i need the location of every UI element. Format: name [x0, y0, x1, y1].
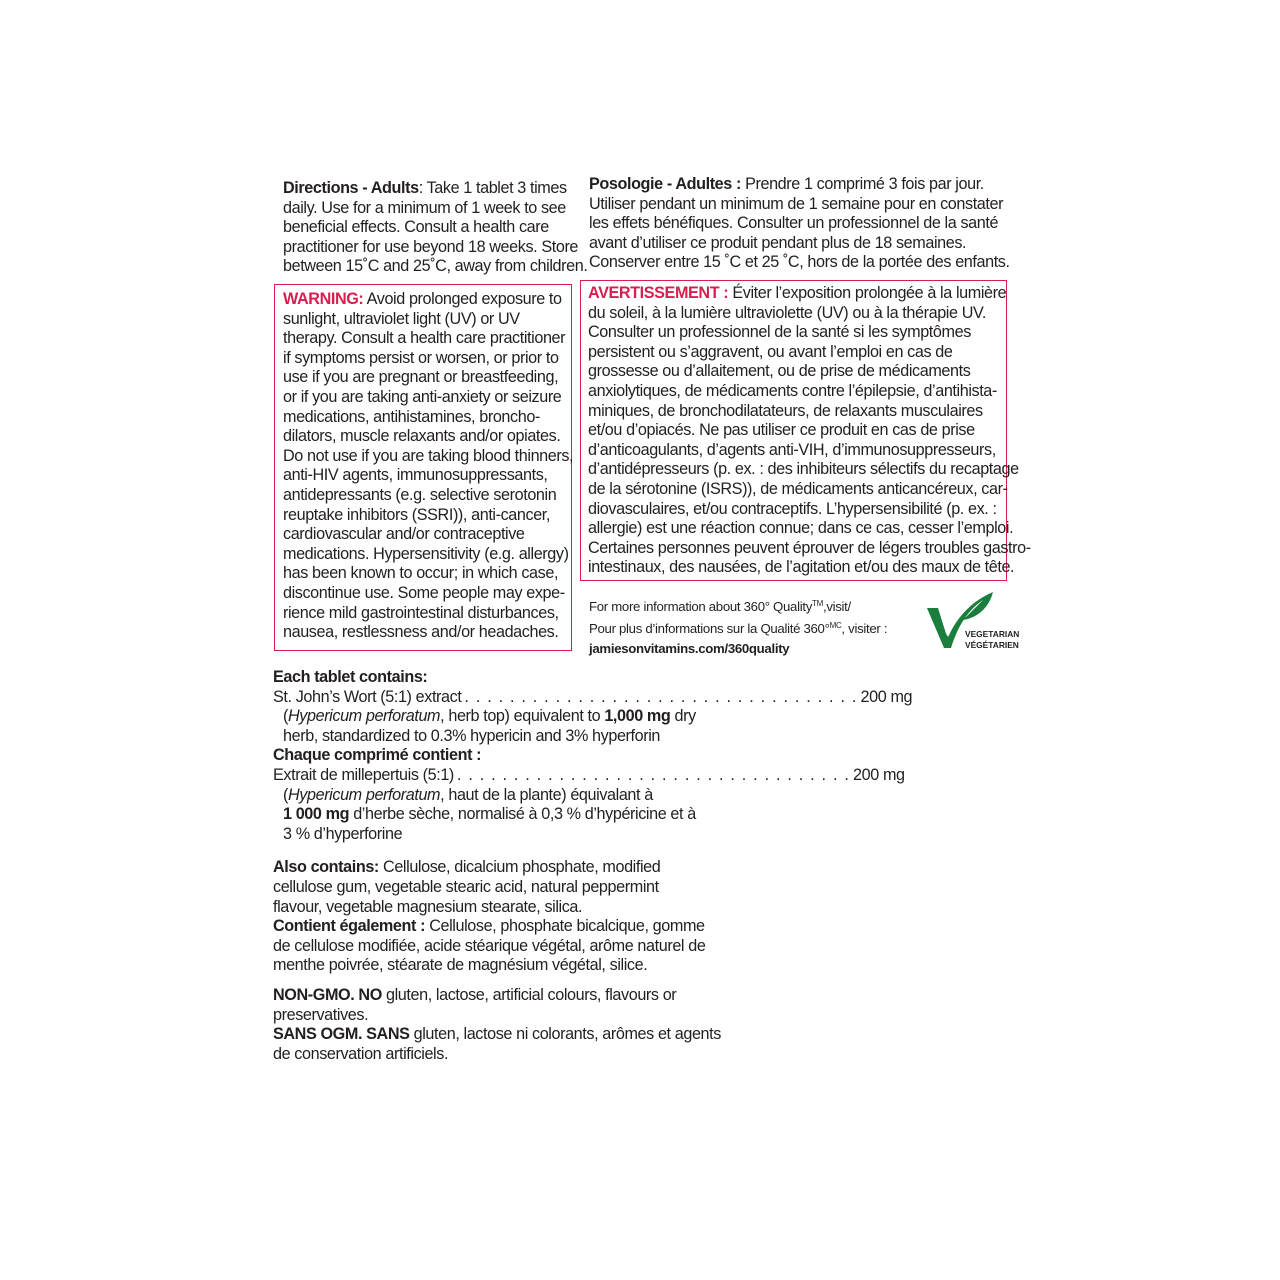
fr-detail-open: (: [283, 785, 288, 804]
non-gmo-line: gluten, lactose, artificial colours, flavours or: [381, 985, 677, 1004]
warning-en-line: therapy. Consult a health care practitioner: [283, 329, 566, 348]
warning-fr-line: Certaines personnes peuvent éprouver de légers troubles gastro-: [588, 538, 1031, 557]
warning-fr-line: intestinaux, des nausées, de l’agitation et/ou des maux de tête.: [588, 558, 1015, 577]
more-info-line2: Pour plus d’informations sur la Qualité 360°: [589, 621, 830, 637]
warning-en-line: if symptoms persist or worsen, or prior to: [283, 348, 559, 367]
en-detail-line2: herb, standardized to 0.3% hypericin and 3% hyperforin: [283, 726, 661, 745]
ingredient-row-en: [273, 687, 913, 708]
directions-en-line: practitioner for use beyond 18 weeks. Store: [283, 237, 579, 256]
dot-leader: . . . . . . . . . . . . . . . . . . . . . . . . . . . . . . . . . . .: [464, 687, 858, 706]
dot-leader: . . . . . . . . . . . . . . . . . . . . . . . . . . . . . . . . . . .: [456, 765, 851, 784]
warning-en-line: discontinue use. Some people may expe-: [283, 583, 565, 602]
trademark-mark-fr: MC: [829, 621, 842, 631]
directions-en-heading: Directions - Adults: [283, 179, 419, 197]
non-gmo-heading: NON-GMO. NO: [273, 985, 382, 1004]
warning-fr-line: persistent ou s’aggravent, ou avant l’emploi en cas de: [588, 342, 953, 361]
warning-fr-line: et/ou d’opiacés. Ne pas utiliser ce produit en cas de prise: [588, 421, 975, 440]
warning-en-line: dilators, muscle relaxants and/or opiates.: [283, 427, 561, 446]
quality-url-link[interactable]: jamiesonvitamins.com/360quality: [589, 640, 790, 656]
latin-name-fr: Hypericum perforatum: [288, 785, 441, 804]
directions-fr-line: Conserver entre 15 ˚C et 25 ˚C, hors de la portée des enfants.: [589, 253, 1010, 272]
directions-fr-line: les effets bénéfiques. Consulter un professionnel de la santé: [589, 214, 999, 233]
warning-en-line: antidepressants (e.g. selective serotonin: [283, 485, 557, 504]
more-info-line2-end: , visiter :: [841, 621, 888, 637]
sans-ogm-line: de conservation artificiels.: [273, 1044, 449, 1063]
warning-fr-line: du soleil, à la lumière ultraviolette (UV) ou à la thérapie UV.: [588, 303, 986, 322]
warning-en-line: cardiovascular and/or contraceptive: [283, 525, 525, 544]
each-tablet-heading: Each tablet contains:: [273, 668, 428, 686]
warning-fr-line: grossesse ou d’allaitement, ou de prise de médicaments: [588, 362, 971, 381]
warning-en-line: rience mild gastrointestinal disturbances,: [283, 603, 559, 622]
quality-info: [589, 594, 929, 658]
also-contains-line: Cellulose, dicalcium phosphate, modified: [378, 858, 661, 877]
warning-fr-line: d’anticoagulants, d’agents anti-VIH, d’immunosuppresseurs,: [588, 440, 996, 459]
directions-en-line: between 15˚C and 25˚C, away from children.: [283, 257, 588, 276]
warning-en-heading: WARNING:: [283, 290, 364, 308]
en-detail-end: dry: [670, 707, 696, 726]
warning-fr-line: anxiolytiques, de médicaments contre l’épilepsie, d’antihista-: [588, 381, 997, 400]
equivalent-amount-en: 1,000 mg: [604, 707, 671, 726]
sans-ogm-line: gluten, lactose ni colorants, arômes et agents: [409, 1025, 721, 1044]
directions-fr-line: Prendre 1 comprimé 3 fois par jour.: [740, 175, 984, 193]
vegetarian-badge: [925, 590, 1020, 652]
warning-en-line: has been known to occur; in which case,: [283, 564, 559, 583]
also-contains-line: flavour, vegetable magnesium stearate, silica.: [273, 897, 583, 916]
more-info-line1: For more information about 360° Quality: [589, 599, 813, 614]
warning-fr-line: Consulter un professionnel de la santé si les symptômes: [588, 323, 971, 342]
en-detail-mid: , herb top) equivalent to: [440, 707, 605, 726]
latin-name-en: Hypericum perforatum: [288, 707, 441, 726]
directions-fr-line: Utiliser pendant un minimum de 1 semaine pour en constater: [589, 194, 1004, 213]
warning-fr-line: Éviter l’exposition prolongée à la lumière: [728, 284, 1007, 302]
veg-label-fr: VÉGÉTARIEN: [965, 640, 1019, 650]
spacer: [273, 844, 733, 858]
directions-fr-heading: Posologie - Adultes :: [589, 175, 741, 193]
warning-fr-heading: AVERTISSEMENT :: [588, 284, 729, 302]
warning-en-line: anti-HIV agents, immunosuppressants,: [283, 466, 548, 485]
directions-en-line: beneficial effects. Consult a health care: [283, 218, 549, 237]
chaque-comprime-heading: Chaque comprimé contient :: [273, 746, 482, 765]
ingredient-name-fr: Extrait de millepertuis (5:1): [273, 765, 454, 784]
warning-en-line: or if you are taking anti-anxiety or seizure: [283, 387, 562, 406]
equivalent-amount-fr: 1 000 mg: [283, 805, 350, 824]
spacer: [273, 976, 733, 986]
warning-en-line: Do not use if you are taking blood thinners,: [283, 446, 574, 465]
warning-french: [588, 284, 1031, 578]
more-info-line1-end: ,visit/: [822, 599, 851, 614]
warning-fr-line: d’antidépresseurs (p. ex. : des inhibiteurs sélectifs du recaptage: [588, 460, 1019, 479]
warning-en-line: use if you are pregnant or breastfeeding,: [283, 368, 559, 387]
trademark-mark: TM: [812, 599, 823, 608]
contient-egalement-line: Cellulose, phosphate bicalcique, gomme: [425, 917, 705, 936]
veg-label-en: VEGETARIAN: [965, 629, 1020, 639]
ingredient-amount-fr: 200 mg: [853, 765, 905, 784]
contient-egalement-heading: Contient également :: [273, 917, 426, 936]
directions-en-line: : Take 1 tablet 3 times: [418, 179, 567, 197]
ingredient-name-en: St. John’s Wort (5:1) extract: [273, 687, 462, 706]
directions-french: [589, 175, 1009, 273]
ingredients-section: [273, 668, 913, 1064]
warning-en-line: nausea, restlessness and/or headaches.: [283, 623, 559, 642]
also-contains-line: cellulose gum, vegetable stearic acid, natural peppermint: [273, 877, 659, 896]
warning-fr-line: diovasculaires, et/ou contraceptifs. L’hypersensibilité (p. ex. :: [588, 499, 997, 518]
also-contains-heading: Also contains:: [273, 858, 379, 877]
warning-fr-line: miniques, de bronchodilatateurs, de relaxants musculaires: [588, 401, 983, 420]
warning-en-line: Avoid prolonged exposure to: [363, 290, 562, 308]
contient-egalement-line: menthe poivrée, stéarate de magnésium végétal, silice.: [273, 956, 648, 975]
contient-egalement-line: de cellulose modifiée, acide stéarique végétal, arôme naturel de: [273, 936, 706, 955]
directions-english: [283, 179, 588, 277]
non-gmo-line: preservatives.: [273, 1005, 369, 1024]
warning-en-line: sunlight, ultraviolet light (UV) or UV: [283, 309, 520, 328]
ingredient-amount-en: 200 mg: [860, 687, 913, 706]
warning-english: [283, 290, 574, 643]
warning-en-line: medications, antihistamines, broncho-: [283, 407, 540, 426]
fr-detail-mid: , haut de la plante) équivalant à: [440, 785, 653, 804]
directions-fr-line: avant d’utiliser ce produit pendant plus de 18 semaines.: [589, 233, 967, 252]
fr-detail-line3: 3 % d’hyperforine: [283, 824, 403, 843]
sans-ogm-heading: SANS OGM. SANS: [273, 1025, 410, 1044]
fr-detail-line2: d’herbe sèche, normalisé à 0,3 % d’hypéricine et à: [349, 805, 696, 824]
en-detail-open: (: [283, 707, 288, 726]
warning-en-line: reuptake inhibitors (SSRI)), anti-cancer,: [283, 505, 550, 524]
directions-en-line: daily. Use for a minimum of 1 week to see: [283, 198, 566, 217]
warning-fr-line: de la sérotonine (ISRS)), de médicaments anticancéreux, car-: [588, 479, 1008, 498]
warning-en-line: medications. Hypersensitivity (e.g. allergy): [283, 544, 569, 563]
warning-fr-line: allergie) est une réaction connue; dans ce cas, cesser l’emploi.: [588, 519, 1014, 538]
ingredient-row-fr: [273, 765, 905, 786]
